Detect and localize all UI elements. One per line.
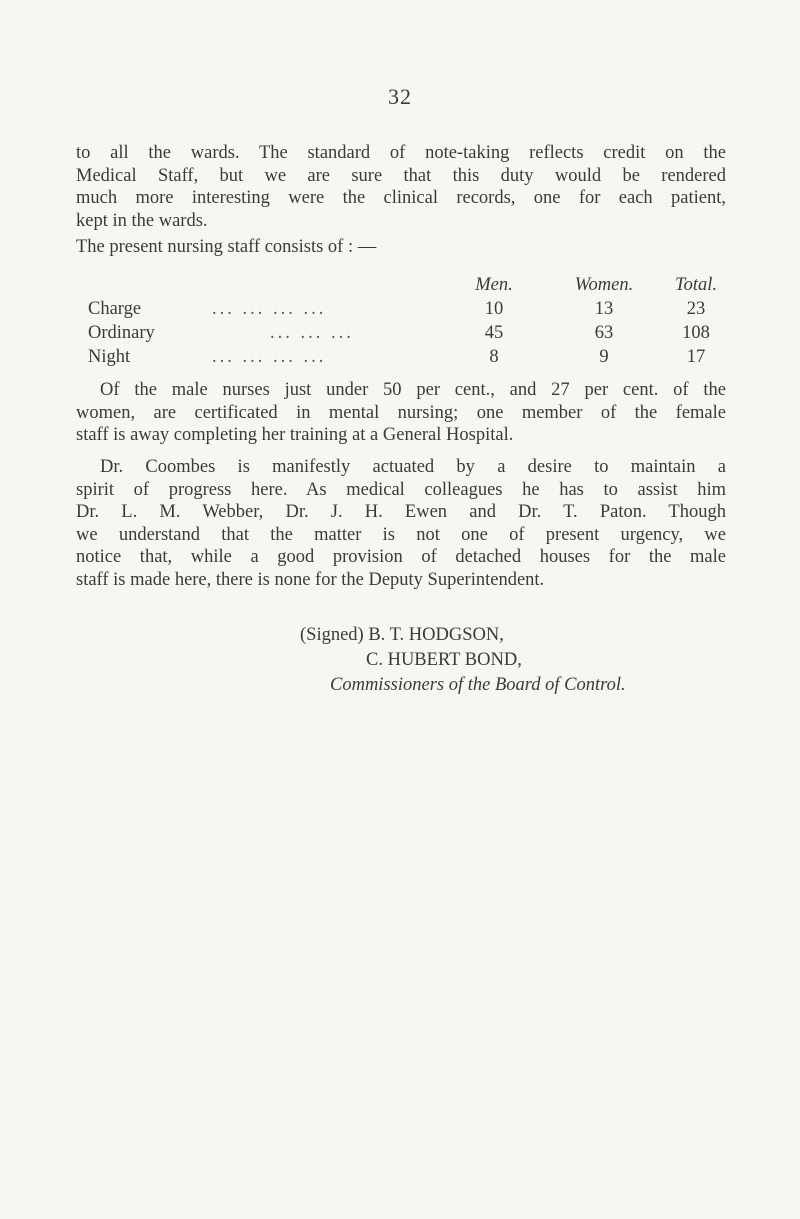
- text-line: much more interesting were the clinical records, one for each patient,: [76, 188, 726, 208]
- cell-women: 63: [594, 323, 614, 343]
- cell-men: 45: [484, 323, 504, 343]
- nursing-staff-table: [88, 275, 728, 371]
- text-line: staff is away completing her training at a General Hospital.: [76, 425, 514, 445]
- page-number: 32: [388, 84, 412, 109]
- cell-men: 8: [489, 347, 499, 367]
- signature-line-2: C. HUBERT BOND,: [366, 650, 522, 670]
- cell-women: 9: [599, 347, 609, 367]
- text-line: kept in the wards.: [76, 210, 208, 231]
- cell-women: 13: [594, 299, 614, 319]
- table-row: [88, 347, 728, 371]
- text-line: we understand that the matter is not one of present urgency, we: [76, 524, 726, 545]
- signature-line-1: (Signed) B. T. HODGSON,: [300, 625, 504, 645]
- header-total: Total.: [675, 275, 717, 295]
- paragraph-certification: [76, 379, 726, 447]
- cell-men: 10: [484, 299, 504, 319]
- staff-intro: The present nursing staff consists of : —: [76, 237, 377, 257]
- signature-title: Commissioners of the Board of Control.: [330, 675, 626, 695]
- leader-dots: ... ... ... ...: [212, 299, 327, 319]
- text-line: staff is made here, there is none for the Deputy Superintendent.: [76, 569, 545, 590]
- text-line: Dr. L. M. Webber, Dr. J. H. Ewen and Dr. T. Paton. Though: [76, 502, 726, 522]
- leader-dots: ... ... ... ...: [212, 347, 327, 367]
- header-women: Women.: [574, 275, 634, 295]
- row-label: Night: [88, 347, 131, 367]
- table-row: [88, 299, 728, 323]
- row-label: Charge: [88, 299, 142, 319]
- table-row: [88, 323, 728, 347]
- cell-total: 23: [686, 299, 706, 319]
- text-line: Medical Staff, but we are sure that this duty would be rendered: [76, 165, 726, 186]
- table-header-row: [88, 275, 728, 299]
- text-line: spirit of progress here. As medical colleagues he has to assist him: [76, 479, 726, 500]
- leader-dots: ... ... ...: [270, 323, 354, 343]
- paragraph-medical-staff: [76, 456, 726, 591]
- cell-total: 108: [682, 323, 710, 343]
- row-label: Ordinary: [88, 323, 155, 343]
- header-men: Men.: [475, 275, 513, 295]
- cell-total: 17: [686, 347, 706, 367]
- paragraph-wards-notes: [76, 142, 726, 232]
- text-line: Of the male nurses just under 50 per cent., and 27 per cent. of the: [100, 380, 726, 400]
- text-line: notice that, while a good provision of detached houses for the male: [76, 547, 726, 567]
- text-line: Dr. Coombes is manifestly actuated by a desire to maintain a: [100, 457, 726, 477]
- text-line: to all the wards. The standard of note-taking reflects credit on the: [76, 143, 726, 163]
- text-line: women, are certificated in mental nursing; one member of the female: [76, 402, 726, 423]
